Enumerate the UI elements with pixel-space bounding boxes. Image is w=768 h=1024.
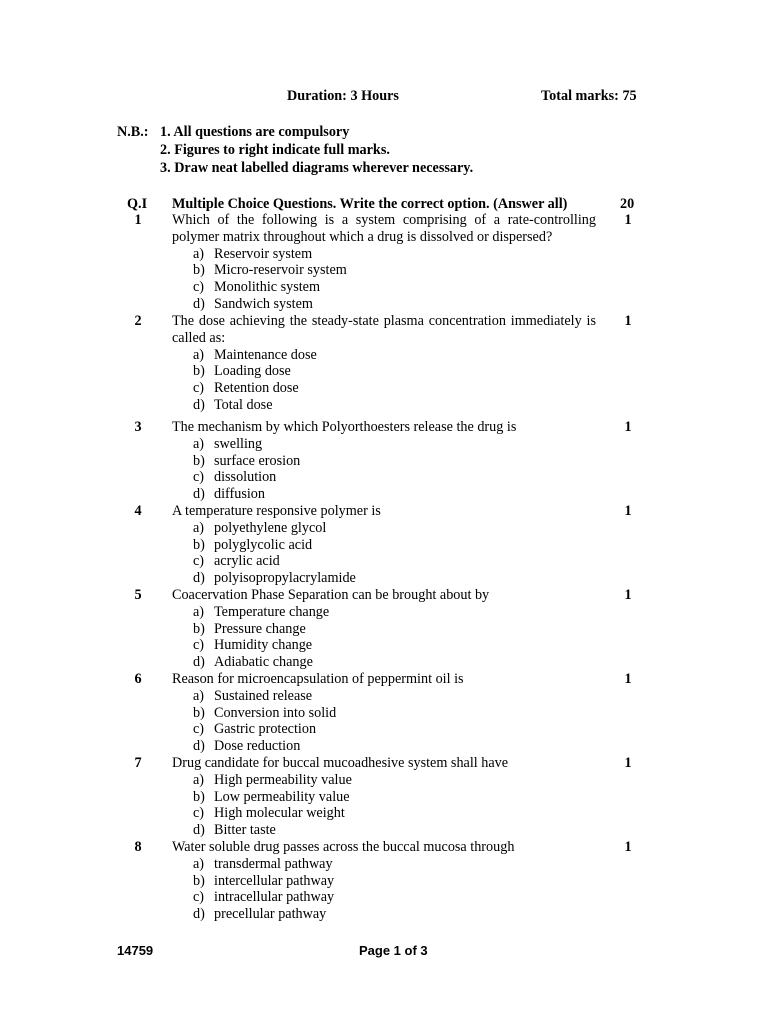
option bbox=[193, 772, 352, 789]
question-text: Drug candidate for buccal mucoadhesive system shall have bbox=[172, 755, 509, 771]
option-letter: d) bbox=[193, 738, 205, 755]
option bbox=[193, 856, 334, 873]
option-text: polyethylene glycol bbox=[214, 519, 327, 536]
question-number: 4 bbox=[134, 503, 142, 519]
option bbox=[193, 637, 329, 654]
option-list bbox=[193, 347, 317, 414]
question-marks: 1 bbox=[624, 313, 632, 329]
option-text: Micro-reservoir system bbox=[214, 262, 347, 279]
option-letter: c) bbox=[193, 721, 205, 738]
option-letter: d) bbox=[193, 906, 205, 923]
question-text: A temperature responsive polymer is bbox=[172, 503, 381, 519]
option bbox=[193, 570, 356, 587]
option bbox=[193, 553, 356, 570]
question-text: Which of the following is a system comprising of a rate-controlling polymer matrix throughout which a drug is dissolved or dispersed? bbox=[172, 212, 596, 245]
option bbox=[193, 621, 329, 638]
option-text: Gastric protection bbox=[214, 721, 317, 738]
option bbox=[193, 296, 347, 313]
nb-instruction: 2. Figures to right indicate full marks. bbox=[160, 142, 390, 158]
option-list bbox=[193, 772, 352, 839]
option-letter: d) bbox=[193, 570, 205, 587]
option-text: High molecular weight bbox=[214, 805, 345, 822]
option-letter: a) bbox=[193, 245, 205, 262]
question-number: 1 bbox=[134, 212, 142, 228]
option bbox=[193, 537, 356, 554]
question-text: Water soluble drug passes across the buccal mucosa through bbox=[172, 839, 515, 855]
question-text: Reason for microencapsulation of peppermint oil is bbox=[172, 671, 464, 687]
question-text: Coacervation Phase Separation can be brought about by bbox=[172, 587, 490, 603]
option-letter: a) bbox=[193, 687, 205, 704]
page-number: Page 1 of 3 bbox=[359, 943, 428, 958]
option-text: transdermal pathway bbox=[214, 855, 333, 872]
option bbox=[193, 347, 317, 364]
option-letter: a) bbox=[193, 771, 205, 788]
nb-instruction: 1. All questions are compulsory bbox=[160, 124, 350, 140]
option-text: intercellular pathway bbox=[214, 872, 335, 889]
option-text: Conversion into solid bbox=[214, 704, 337, 721]
option-letter: c) bbox=[193, 469, 205, 486]
option-text: Adiabatic change bbox=[214, 654, 313, 671]
option bbox=[193, 873, 334, 890]
option bbox=[193, 279, 347, 296]
option bbox=[193, 397, 317, 414]
question-marks: 1 bbox=[624, 503, 632, 519]
option bbox=[193, 380, 317, 397]
option-letter: c) bbox=[193, 637, 205, 654]
section-title: Multiple Choice Questions. Write the correct option. (Answer all) bbox=[172, 196, 568, 212]
option-text: intracellular pathway bbox=[214, 889, 335, 906]
option-text: dissolution bbox=[214, 469, 277, 486]
option-text: Humidity change bbox=[214, 637, 313, 654]
option-letter: a) bbox=[193, 855, 205, 872]
option-text: Total dose bbox=[214, 396, 273, 413]
question-text: The dose achieving the steady-state plasma concentration immediately is called as: bbox=[172, 313, 596, 346]
option bbox=[193, 453, 300, 470]
option-letter: d) bbox=[193, 486, 205, 503]
section-label: Q.I bbox=[127, 196, 148, 212]
question-number: 7 bbox=[134, 755, 142, 771]
option-letter: b) bbox=[193, 704, 205, 721]
option-text: polyglycolic acid bbox=[214, 536, 313, 553]
option-text: Pressure change bbox=[214, 620, 306, 637]
option bbox=[193, 363, 317, 380]
option bbox=[193, 738, 336, 755]
option-text: Temperature change bbox=[214, 603, 330, 620]
option-text: Sustained release bbox=[214, 687, 313, 704]
option-text: acrylic acid bbox=[214, 553, 280, 570]
option-letter: a) bbox=[193, 519, 205, 536]
option bbox=[193, 889, 334, 906]
question-number: 8 bbox=[134, 839, 142, 855]
option-letter: c) bbox=[193, 805, 205, 822]
nb-label: N.B.: bbox=[117, 124, 149, 140]
question-number: 6 bbox=[134, 671, 142, 687]
option-letter: b) bbox=[193, 872, 205, 889]
option-letter: b) bbox=[193, 620, 205, 637]
option-text: Monolithic system bbox=[214, 279, 321, 296]
option-letter: d) bbox=[193, 295, 205, 312]
option-letter: b) bbox=[193, 452, 205, 469]
question-marks: 1 bbox=[624, 755, 632, 771]
option bbox=[193, 486, 300, 503]
option bbox=[193, 688, 336, 705]
option-letter: a) bbox=[193, 603, 205, 620]
duration: Duration: 3 Hours bbox=[287, 88, 399, 104]
option bbox=[193, 246, 347, 263]
option-text: Retention dose bbox=[214, 380, 299, 397]
option bbox=[193, 822, 352, 839]
option bbox=[193, 805, 352, 822]
option-letter: b) bbox=[193, 788, 205, 805]
option bbox=[193, 262, 347, 279]
option-list bbox=[193, 604, 329, 671]
option-letter: d) bbox=[193, 396, 205, 413]
paper-code: 14759 bbox=[117, 943, 154, 958]
question-marks: 1 bbox=[624, 419, 632, 435]
option-letter: c) bbox=[193, 889, 205, 906]
option-text: Bitter taste bbox=[214, 822, 276, 839]
section-marks: 20 bbox=[620, 196, 635, 212]
total-marks: Total marks: 75 bbox=[541, 88, 637, 104]
question-marks: 1 bbox=[624, 671, 632, 687]
option-list bbox=[193, 436, 300, 503]
option bbox=[193, 721, 336, 738]
option-letter: c) bbox=[193, 279, 205, 296]
option-letter: c) bbox=[193, 553, 205, 570]
option bbox=[193, 705, 336, 722]
option-letter: b) bbox=[193, 363, 205, 380]
option-text: diffusion bbox=[214, 486, 265, 503]
option-letter: d) bbox=[193, 822, 205, 839]
question-text: The mechanism by which Polyorthoesters release the drug is bbox=[172, 419, 517, 435]
option-text: swelling bbox=[214, 435, 263, 452]
option-letter: b) bbox=[193, 262, 205, 279]
option-text: Reservoir system bbox=[214, 245, 313, 262]
option-text: Maintenance dose bbox=[214, 346, 317, 363]
option-text: polyisopropylacrylamide bbox=[214, 570, 356, 587]
option-list bbox=[193, 856, 334, 923]
option-list bbox=[193, 246, 347, 313]
option-text: Low permeability value bbox=[214, 788, 350, 805]
option-text: Loading dose bbox=[214, 363, 291, 380]
question-number: 5 bbox=[134, 587, 142, 603]
option-text: surface erosion bbox=[214, 452, 301, 469]
option bbox=[193, 520, 356, 537]
question-number: 3 bbox=[134, 419, 142, 435]
option bbox=[193, 436, 300, 453]
option-letter: d) bbox=[193, 654, 205, 671]
option-letter: c) bbox=[193, 380, 205, 397]
question-number: 2 bbox=[134, 313, 142, 329]
option-text: High permeability value bbox=[214, 771, 352, 788]
option bbox=[193, 469, 300, 486]
option-text: Sandwich system bbox=[214, 295, 313, 312]
question-marks: 1 bbox=[624, 587, 632, 603]
option-text: Dose reduction bbox=[214, 738, 301, 755]
option-list bbox=[193, 520, 356, 587]
option-text: precellular pathway bbox=[214, 906, 327, 923]
option bbox=[193, 906, 334, 923]
option-letter: a) bbox=[193, 435, 205, 452]
option bbox=[193, 789, 352, 806]
question-marks: 1 bbox=[624, 839, 632, 855]
question-marks: 1 bbox=[624, 212, 632, 228]
option-list bbox=[193, 688, 336, 755]
nb-instruction: 3. Draw neat labelled diagrams wherever necessary. bbox=[160, 160, 474, 176]
option-letter: a) bbox=[193, 346, 205, 363]
option-letter: b) bbox=[193, 536, 205, 553]
option bbox=[193, 604, 329, 621]
option bbox=[193, 654, 329, 671]
